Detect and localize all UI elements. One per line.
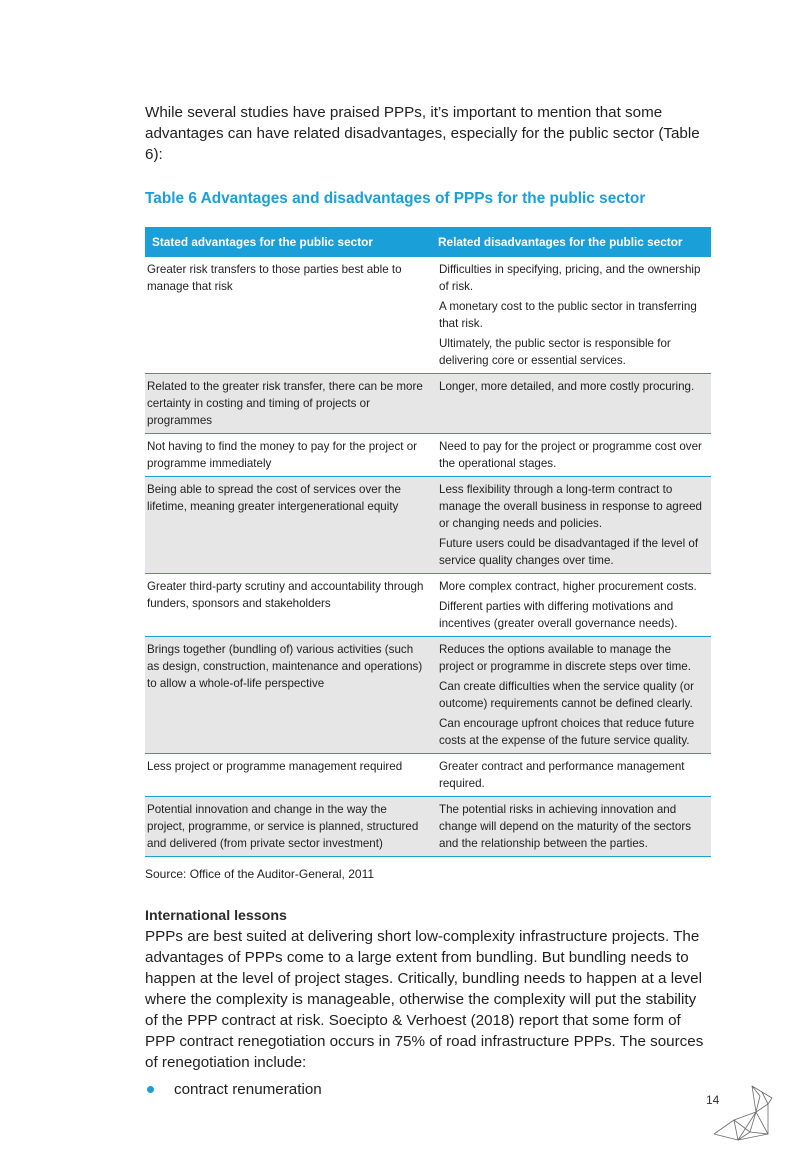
list-item [145,1079,711,1100]
section-body: PPPs are best suited at delivering short low-complexity infrastructure projects. The advantages of PPPs come to a large extent from bundling. But bundling needs to happen at the level of project stages. Critically, bundling needs to happen at a level where the complexity is manageable, otherwise the complexity will put the stability of the PPP contract at risk. Soecipto & Verhoest (2018) report that some form of PPP contract renegotiation occurs in 75% of road infrastructure PPPs. The sources of renegotiation include: [145,928,704,1071]
table-row [145,797,711,857]
disadvantage-item: A monetary cost to the public sector in transferring that risk. [439,300,697,330]
table-row [145,434,711,477]
table-row [145,374,711,434]
disadvantage-item: The potential risks in achieving innovation and change will depend on the maturity of the sectors and the relationship between the parties. [439,803,691,850]
disadvantage-cell [431,797,711,857]
table-caption: Table 6 Advantages and disadvantages of PPPs for the public sector [145,190,646,207]
disadvantage-item: Can encourage upfront choices that reduce future costs at the expense of the future service quality. [439,717,695,747]
disadvantage-item: More complex contract, higher procurement costs. [439,580,697,593]
table-row [145,574,711,637]
logo-icon [712,1082,774,1144]
disadvantage-cell [431,374,711,434]
disadvantage-item: Reduces the options available to manage the project or programme in discrete steps over time. [439,643,691,673]
table-row [145,257,711,374]
disadvantage-cell [431,574,711,637]
table-row [145,477,711,574]
disadvantage-cell [431,754,711,797]
advantage-cell: Less project or programme management required [147,760,403,773]
table-row [145,637,711,754]
list-item-text: contract renumeration [174,1081,322,1098]
disadvantage-item: Ultimately, the public sector is responsible for delivering core or essential services. [439,337,671,367]
disadvantage-item: Less flexibility through a long-term contract to manage the overall business in response to agreed or changing needs and policies. [439,483,702,530]
intro-paragraph: While several studies have praised PPPs, it’s important to mention that some advantages can have related disadvantages, especially for the public sector (Table 6): [145,104,700,163]
advantage-cell: Brings together (bundling of) various activities (such as design, construction, maintenance and operations) to allow a whole-of-life perspective [147,643,423,690]
disadvantage-item: Longer, more detailed, and more costly procuring. [439,380,695,393]
header-advantages: Stated advantages for the public sector [145,227,431,257]
disadvantage-cell [431,637,711,754]
page-number: 14 [706,1093,720,1107]
advantage-cell: Not having to find the money to pay for the project or programme immediately [147,440,418,470]
advantage-cell: Being able to spread the cost of services over the lifetime, meaning greater intergenerational equity [147,483,401,513]
bullet-icon [147,1086,154,1093]
section-heading: International lessons [145,908,287,924]
disadvantage-item: Greater contract and performance management required. [439,760,685,790]
advantage-cell: Greater third-party scrutiny and accountability through funders, sponsors and stakeholders [147,580,424,610]
disadvantage-item: Can create difficulties when the service quality (or outcome) requirements cannot be defined clearly. [439,680,694,710]
disadvantage-cell [431,477,711,574]
disadvantage-cell [431,257,711,374]
document-page [145,102,711,1100]
advantage-cell: Potential innovation and change in the way the project, programme, or service is planned, structured and delivered (from private sector investment) [147,803,419,850]
disadvantage-item: Difficulties in specifying, pricing, and the ownership of risk. [439,263,701,293]
advantage-cell: Greater risk transfers to those parties best able to manage that risk [147,263,402,293]
table-header-row [145,227,711,257]
advantages-table [145,227,711,857]
disadvantage-item: Future users could be disadvantaged if the level of service quality changes over time. [439,537,699,567]
disadvantage-cell [431,434,711,477]
disadvantage-item: Need to pay for the project or programme cost over the operational stages. [439,440,702,470]
disadvantage-item: Different parties with differing motivations and incentives (greater overall governance needs). [439,600,678,630]
table-source: Source: Office of the Auditor-General, 2011 [145,867,375,881]
header-disadvantages: Related disadvantages for the public sector [431,227,711,257]
table-row [145,754,711,797]
advantage-cell: Related to the greater risk transfer, there can be more certainty in costing and timing of projects or programmes [147,380,423,427]
